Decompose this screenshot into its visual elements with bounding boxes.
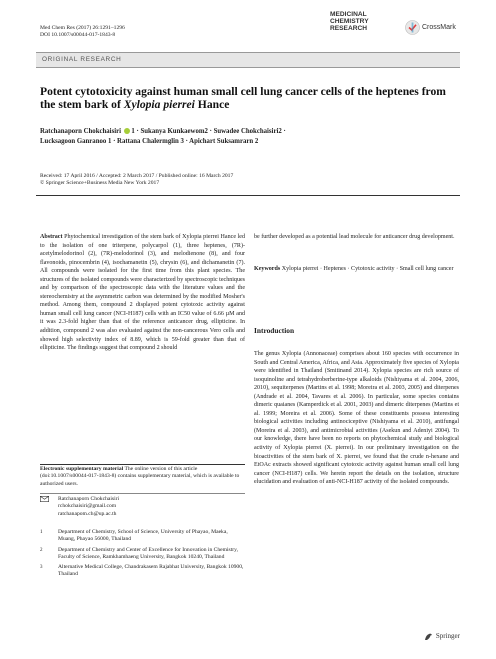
header-divider — [36, 195, 460, 196]
author-name[interactable]: Ratchanaporn Chokchaisiri — [40, 128, 122, 135]
affiliation-2 — [40, 547, 245, 562]
keywords — [254, 265, 459, 274]
supplementary-text[interactable]: The online version of this article (doi:10.1007/s00044-017-1843-8) contains supplementary material, which is available to authorized users. — [40, 466, 240, 487]
affiliation-mark: 1 — [40, 530, 43, 535]
journal-citation — [40, 25, 125, 40]
crossmark-icon — [405, 20, 420, 35]
logo-line-2: CHEMISTRY — [330, 17, 369, 25]
introduction-body — [254, 350, 459, 487]
section-tag: ORIGINAL RESEARCH — [42, 56, 122, 63]
correspondence-divider — [40, 493, 245, 494]
footnote-divider — [40, 464, 245, 465]
abstract-label: Abstract — [40, 234, 63, 240]
supplementary-note — [40, 466, 245, 488]
author-line-1-d: 2 · — [278, 128, 286, 135]
logo-line-1: MEDICINAL — [330, 11, 367, 18]
correspondence-name: Ratchanaporn Chokchaisiri — [58, 496, 120, 502]
doi-line: DOI 10.1007/s00044-017-1843-8 — [40, 32, 116, 39]
article-dates — [40, 173, 460, 188]
journal-logo — [330, 12, 458, 44]
introduction-text: The genus Xylopia (Annonaceae) comprises about 160 species with occurrence in South and Central America, Africa, and Asia. Approximately five species of Xylopia were identified in Thailand (Smitinand 2014). Xylopia species are rich source of isoquinoline and tetrahydroberberine-type alkaloids (Nishiyama et al. 2004, 2006, 2010), sequiterpenes (Martins et al. 1998; Moreira et al. 2003, 2005) and diterpenes (Andrade et al. 2004, Tavares et al. 2006). In particular, some species contains dimeric quaianes (Kamperdick et al. 2001, 2003) and dimeric diterpenes (Martins et al. 1999; Moreira et al. 2006). Some of these constituents possess interesting biological activities including antinociceptive (Nishiyama et al. 2010), antifungal (Moreira et al. 2003), and antimicrobial activities (Asekun and Adeniyi 2004). To our knowledge, there have been no reports on phytochemical study and biological activity of Xylopia pierrei (X. pierrei). In our preliminary investigation on the bioactivities of the stem bark of X. pierrei, we found that the crude n-hexane and EtOAc extracts showed significant cytotoxic activity against human small cell lung cancer (NCI-H187) cells. We herein report the details on the isolation, structure elucidation and evaluation of anti-NCI-H187 activity of the isolated compounds. — [254, 351, 459, 486]
title-part-2: Hance — [194, 98, 230, 111]
abstract-continued-text: be further developed as a potential lead molecule for anticancer drug development. — [254, 234, 455, 240]
correspondence-email-1[interactable]: rchokchaisiri@gmail.com — [58, 503, 117, 510]
springer-label: Springer — [435, 632, 460, 640]
affiliation-text: Department of Chemistry, School of Science, University of Phayao, Maeka, Muang, Phayao 56000, Thailand — [58, 529, 228, 543]
author-line-1 — [40, 127, 460, 137]
crossmark-badge[interactable] — [405, 20, 456, 40]
received-dates: Received: 17 April 2016 / Accepted: 2 March 2017 / Published online: 16 March 2017 — [40, 173, 234, 179]
abstract-text: Phytochemical investigation of the stem bark of Xylopia pierrei Hance led to the isolation of one triterpene, polycarpol (1), three heptenes, (7R)-acetylmelodorinol (2), (7R)-melodorinol (3), and melodienone (8), and four flavonoids, pinocembrin (4), isochamanetin (5), chrysin (6), and dichamanetin (7). All compounds were isolated for the first time from this plant species. The structures of the isolated compounds were characterized by spectroscopic techniques and by comparison of the spectroscopic data with the literature values and the stereochemistry at the asymmetric carbon was determined by the modified Mosher's method. Among them, compound 2 displayed potent cytotoxic activity against human small cell lung cancer (NCI-H187) cells with an IC50 value of 6.66 µM and it was 2.3-fold higher than that of the reference anticancer drug, ellipticine. In addition, compound 2 was also evaluated against the non-cancerous Vero cells and showed high selectivity index of 8.89, which is 59-fold greater than that of ellipticine. The findings suggest that compound 2 should — [40, 234, 246, 352]
introduction-heading: Introduction — [254, 326, 295, 335]
correspondence-entry — [40, 496, 245, 518]
envelope-icon — [40, 496, 58, 518]
abstract — [40, 233, 245, 353]
affiliation-mark: 3 — [40, 565, 43, 571]
abstract-continued — [254, 233, 459, 242]
section-tag-band — [36, 52, 460, 68]
journal-logo-text — [330, 12, 369, 32]
logo-line-3: RESEARCH — [330, 24, 368, 32]
crossmark-label: CrossMark — [422, 24, 456, 31]
author-line-2[interactable]: Lucksagoon Ganranoo 1 · Rattana Chalermglin 3 · Apichart Suksamrarn 2 — [40, 138, 259, 145]
title-part-1: Potent cytotoxicity against human small cell lung cancer cells of the heptenes from the stem bark of — [40, 85, 446, 111]
keywords-text: Xylopia pierrei · Heptenes · Cytotoxic activity · Small cell lung cancer — [280, 266, 454, 272]
affiliation-3 — [40, 564, 245, 579]
article-title — [40, 85, 460, 111]
supplementary-label: Electronic supplementary material — [40, 466, 124, 472]
author-line-1-b[interactable]: 1 · Sukanya Kunkaewom — [129, 128, 205, 135]
springer-horse-icon — [424, 632, 433, 641]
copyright-line: © Springer Science+Business Media New York 2017 — [40, 180, 160, 187]
correspondence-email-2[interactable]: ratchanapom.ch@up.ac.th — [58, 510, 117, 517]
correspondence — [40, 496, 245, 518]
affiliation-mark: 2 — [40, 547, 43, 553]
keywords-label: Keywords — [254, 266, 281, 272]
affiliation-text: Alternative Medical College, Chandrakasem Rajabhat University, Bangkok 10900, Thailand — [58, 564, 244, 578]
title-species: Xylopia pierrei — [123, 98, 195, 111]
author-list — [40, 127, 460, 147]
journal-line: Med Chem Res (2017) 26:1291–1296 — [40, 25, 125, 31]
affiliation-1 — [40, 529, 245, 544]
author-line-1-c[interactable]: 2 · Suwadee Chokchaisiri — [204, 128, 279, 135]
affiliation-text: Department of Chemistry and Center of Excellence for Innovation in Chemistry, Faculty of Science, Ramkhamhaeng University, Bangkok 10240, Thailand — [58, 546, 238, 560]
affiliations — [40, 529, 245, 579]
